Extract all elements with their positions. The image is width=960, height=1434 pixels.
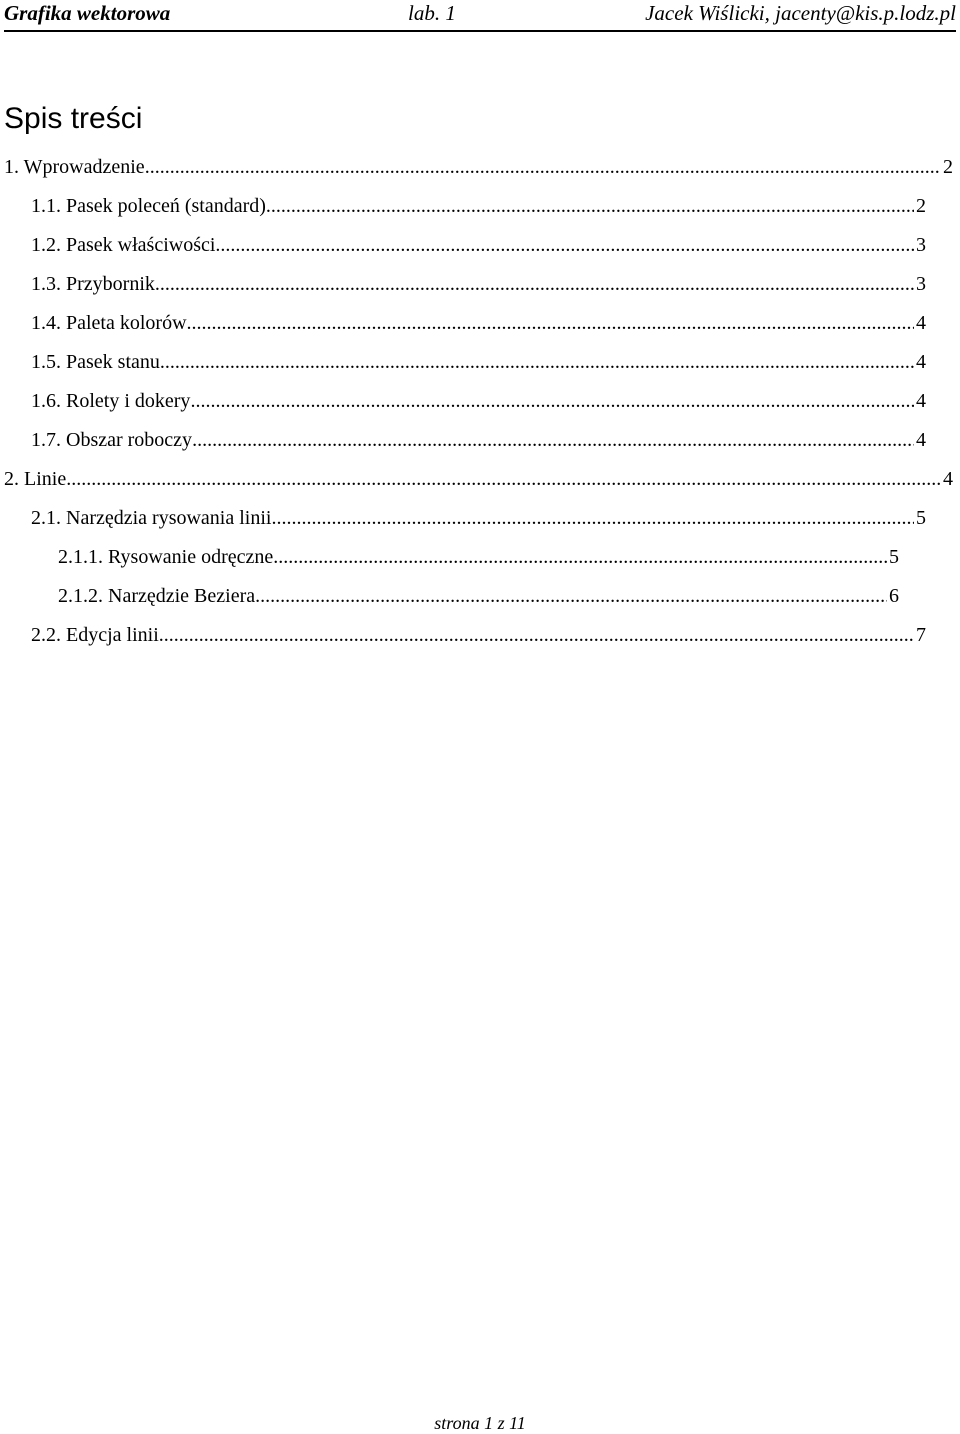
toc-entry-page: 4	[916, 429, 926, 451]
toc-entry-page: 6	[889, 585, 899, 607]
dot-leader	[145, 154, 941, 180]
dot-leader	[187, 310, 914, 336]
toc-entry-label: 1.2. Pasek właściwości	[31, 234, 216, 256]
toc-entry-page: 4	[916, 351, 926, 373]
toc-entry[interactable]	[0, 349, 960, 388]
page-header	[4, 0, 956, 32]
toc-entry-label: 1.7. Obszar roboczy	[31, 429, 193, 451]
toc-entry[interactable]	[0, 310, 960, 349]
toc-entry-label: 2.1. Narzędzia rysowania linii	[31, 507, 272, 529]
toc-entry-label: 1. Wprowadzenie	[4, 156, 145, 178]
toc-entry-label: 1.6. Rolety i dokery	[31, 390, 191, 412]
table-of-contents	[0, 154, 960, 661]
dot-leader	[255, 583, 887, 609]
toc-entry-label: 1.3. Przybornik	[31, 273, 155, 295]
dot-leader	[192, 427, 914, 453]
toc-entry-page: 5	[916, 507, 926, 529]
dot-leader	[66, 466, 941, 492]
toc-entry[interactable]	[0, 466, 960, 505]
toc-entry-page: 4	[916, 390, 926, 412]
toc-entry[interactable]	[0, 622, 960, 661]
dot-leader	[273, 544, 887, 570]
toc-entry[interactable]	[0, 505, 960, 544]
toc-entry[interactable]	[0, 154, 960, 193]
toc-entry-page: 4	[943, 468, 953, 490]
dot-leader	[215, 232, 914, 258]
toc-entry-page: 3	[916, 273, 926, 295]
dot-leader	[160, 349, 914, 375]
toc-entry[interactable]	[0, 583, 960, 622]
toc-entry-label: 1.1. Pasek poleceń (standard)	[31, 195, 266, 217]
dot-leader	[190, 388, 914, 414]
toc-entry-page: 7	[916, 624, 926, 646]
header-lab-number: lab. 1	[408, 1, 456, 25]
toc-entry-page: 2	[943, 156, 953, 178]
toc-entry[interactable]	[0, 271, 960, 310]
toc-entry-label: 2.2. Edycja linii	[31, 624, 159, 646]
toc-entry[interactable]	[0, 427, 960, 466]
toc-entry-label: 1.5. Pasek stanu	[31, 351, 160, 373]
toc-entry-page: 5	[889, 546, 899, 568]
toc-entry-page: 4	[916, 312, 926, 334]
toc-entry-label: 2. Linie	[4, 468, 67, 490]
dot-leader	[155, 271, 914, 297]
page-footer	[0, 1412, 960, 1434]
toc-entry-label: 2.1.2. Narzędzie Beziera	[58, 585, 256, 607]
header-author-contact: Jacek Wiślicki, jacenty@kis.p.lodz.pl	[645, 1, 956, 25]
toc-entry[interactable]	[0, 544, 960, 583]
dot-leader	[266, 193, 914, 219]
toc-entry[interactable]	[0, 193, 960, 232]
toc-entry-page: 3	[916, 234, 926, 256]
toc-entry-label: 1.4. Paleta kolorów	[31, 312, 187, 334]
dot-leader	[271, 505, 914, 531]
toc-entry[interactable]	[0, 388, 960, 427]
page-number-label: strona 1 z 11	[434, 1413, 526, 1433]
dot-leader	[159, 622, 914, 648]
toc-title: Spis treści	[4, 102, 143, 135]
toc-entry-page: 2	[916, 195, 926, 217]
toc-entry-label: 2.1.1. Rysowanie odręczne	[58, 546, 274, 568]
toc-entry[interactable]	[0, 232, 960, 271]
header-course-title: Grafika wektorowa	[4, 1, 171, 25]
